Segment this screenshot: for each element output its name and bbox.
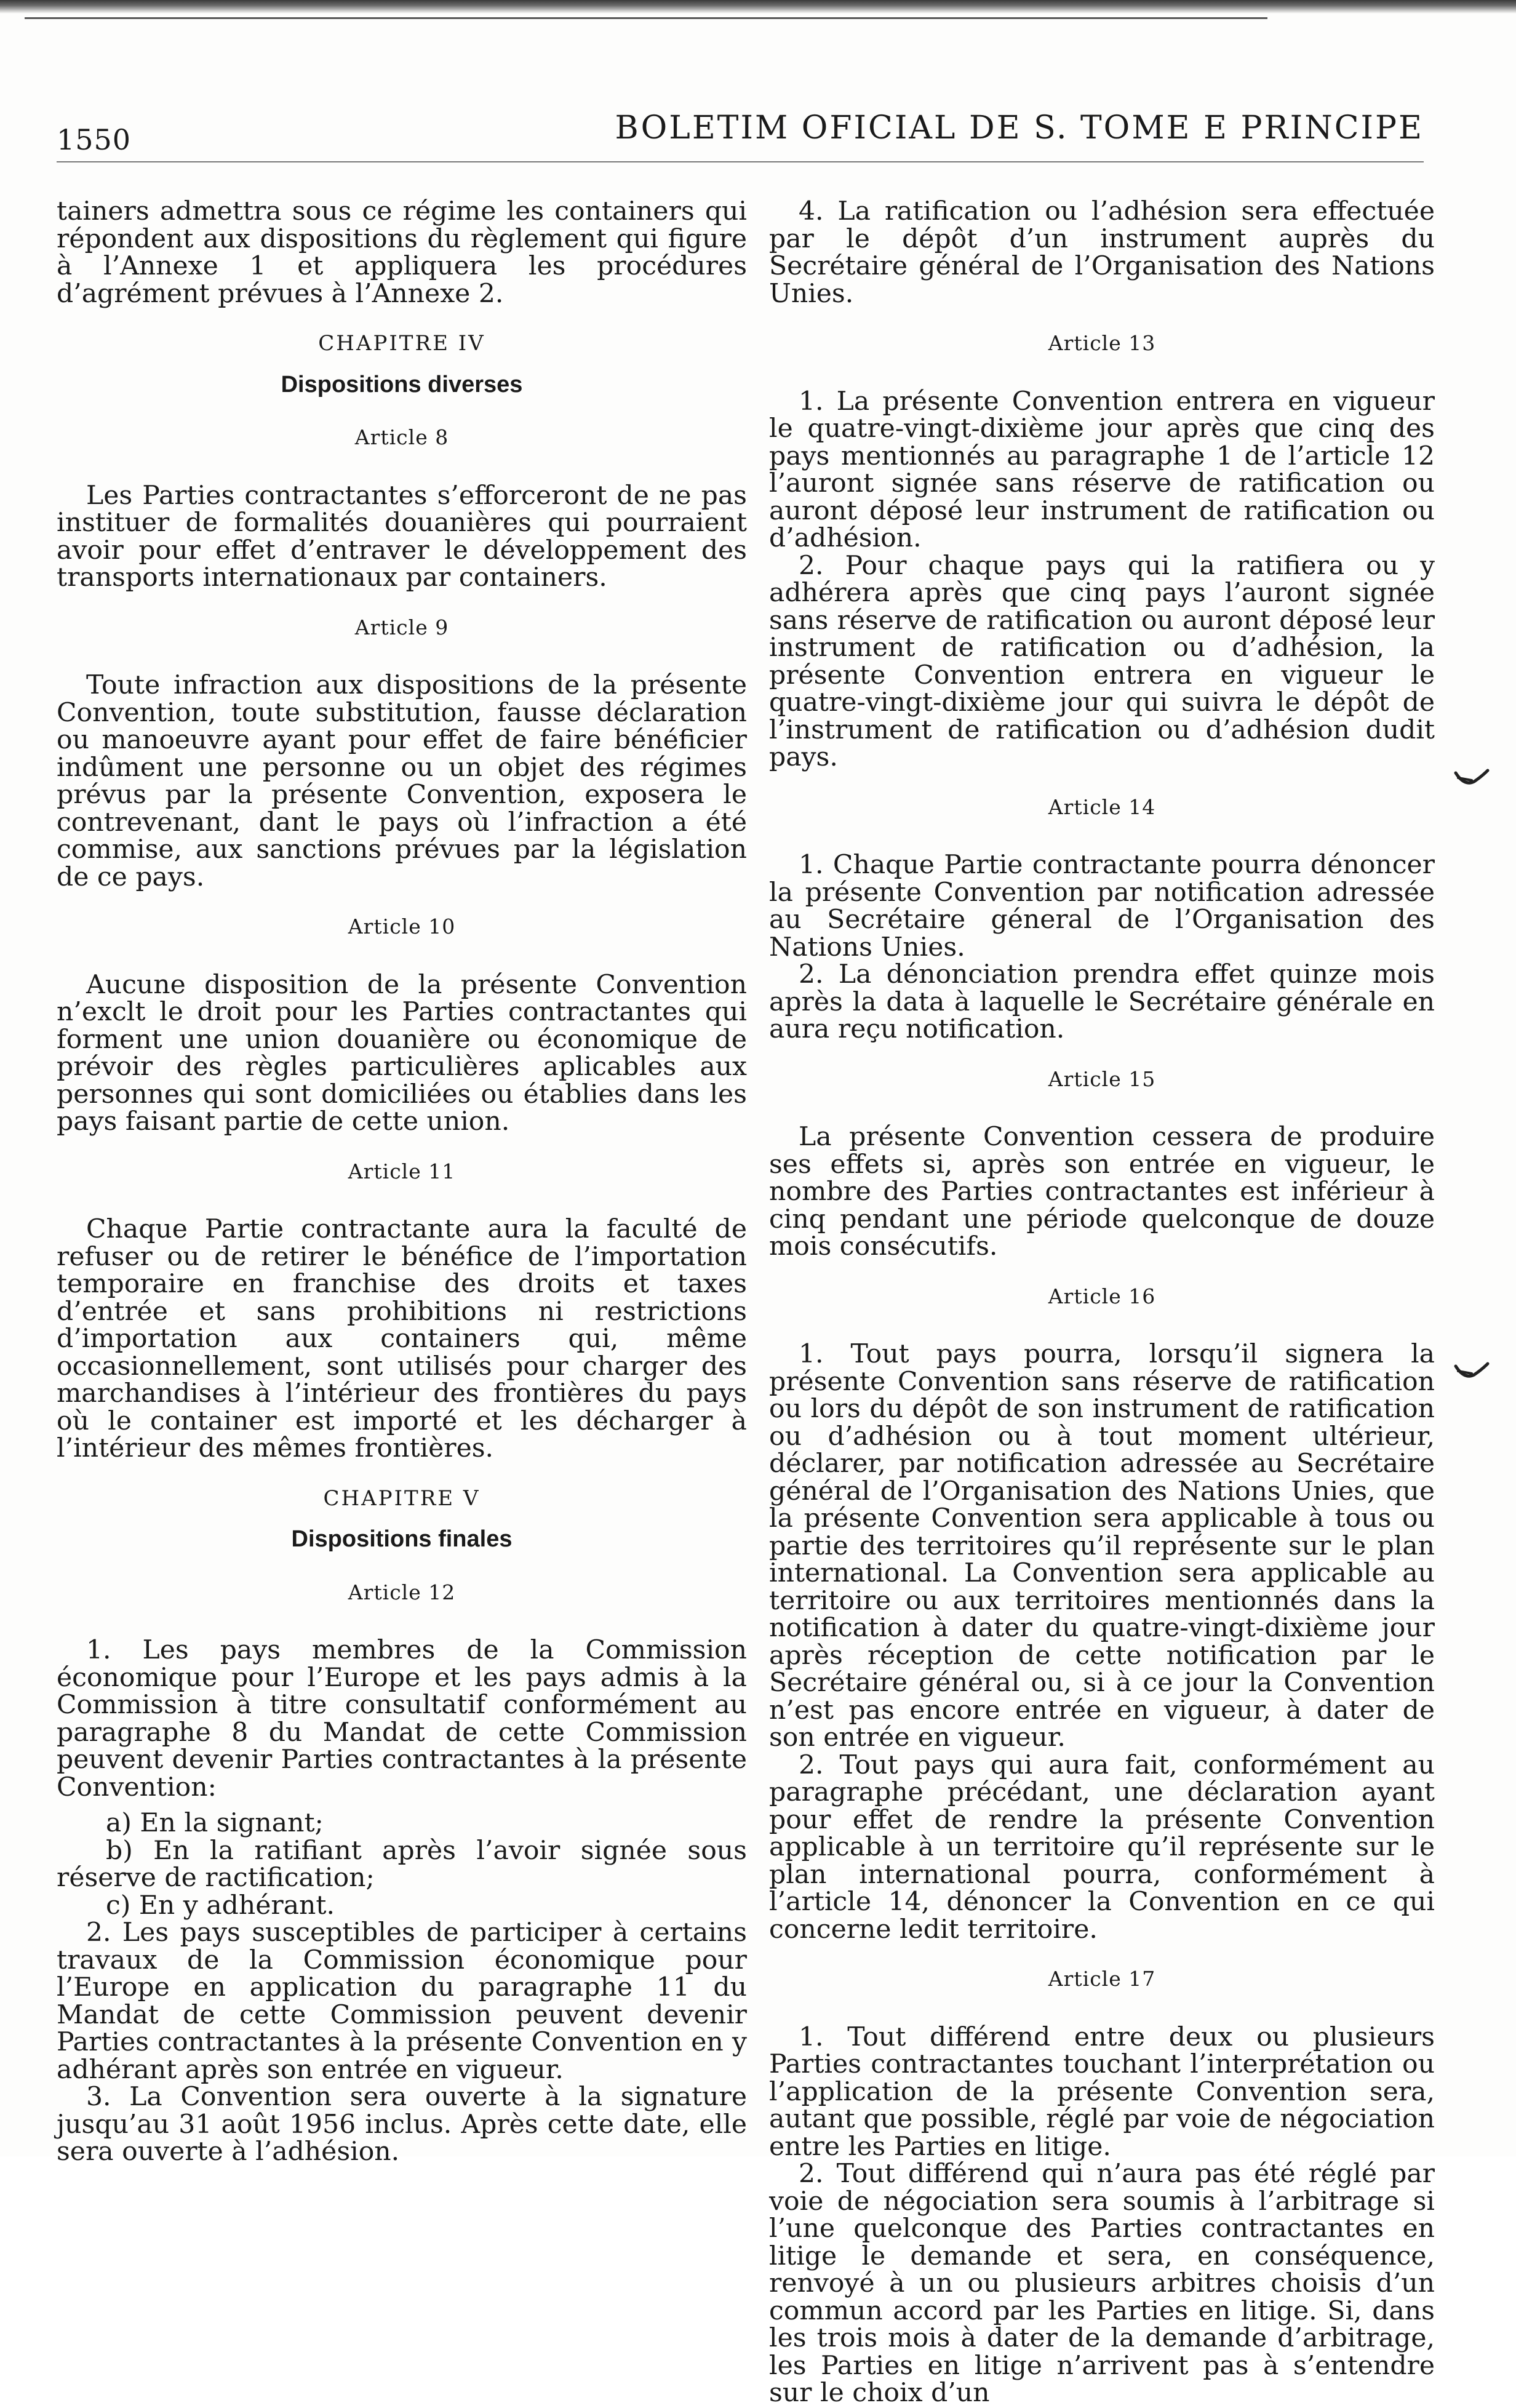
page-number: 1550 [57, 123, 132, 156]
paragraph: tainers admettra sous ce régime les containers qui répondent aux dispositions du règlement qui figure à l’Annexe 1 et appliquera les procédures d’agrément prévues à l’Annexe 2. [57, 196, 747, 309]
paragraph: 1. La présente Convention entrera en vigueur le quatre-vingt-dixième jour après que cinq des pays mentionnés au paragraphe 1 de l’article 12 l’auront signée sans réserve de ratification ou auront déposé leur instrument de ratification ou d’adhésion. [769, 386, 1435, 553]
article-heading: Article 11 [348, 1159, 456, 1183]
scan-edge [0, 0, 1516, 14]
paragraph: 1. Chaque Partie contractante pourra dénoncer la présente Convention par notification adressée au Secrétaire géneral de l’Organisation des Nations Unies. [769, 850, 1435, 962]
chapter-heading: CHAPITRE IV [318, 331, 485, 356]
list-item: b) En la ratifiant après l’avoir signée sous réserve de ractification; [57, 1835, 747, 1893]
article-heading: Article 10 [348, 914, 456, 938]
left-column [57, 198, 747, 2166]
paragraph: 1. Les pays membres de la Commission économique pour l’Europe et les pays admis à la Commission à titre consultatif conformément au paragraphe 8 du Mandat de cette Commission peuvent devenir Parties contractantes à la présente Convention: [57, 1635, 747, 1802]
paragraph: Toute infraction aux dispositions de la présente Convention, toute substitution, fausse déclaration ou manoeuvre ayant pour effet de faire bénéficier indûment une personne ou un objet des régimes prévus par la présente Convention, exposera le contrevenant, dant le pays où l’infraction a été commise, aux sanctions prévues par la législation de ce pays. [57, 670, 747, 892]
section-heading: Dispositions diverses [281, 371, 523, 398]
chapter-heading: CHAPITRE V [323, 1486, 481, 1511]
list-item: c) En y adhérant. [106, 1890, 335, 1921]
header-rule [57, 161, 1424, 162]
margin-checkmark-icon [1453, 768, 1490, 790]
paragraph: Les Parties contractantes s’efforceront de ne pas instituer de formalités douanières qui pourraient avoir pour effet d’entraver le développement des transports internationaux par containers. [57, 480, 747, 593]
scan-line [25, 17, 1267, 19]
paragraph: 2. Tout pays qui aura fait, conformément au paragraphe précédant, une déclaration ayant pour effet de rendre la présente Convention applicable à un territoire qu’il représente sur le plan international pourra, conformément à l’article 14, dénoncer la Convention en ce qui concerne ledit territoire. [769, 1750, 1435, 1945]
paragraph: Aucune disposition de la présente Convention n’exclt le droit pour les Parties contractantes qui forment une union douanière ou économique de prévoir des règles particulières aplicables aux personnes qui sont domiciliées ou établies dans les pays faisant partie de cette union. [57, 969, 747, 1137]
article-heading: Article 17 [1048, 1967, 1156, 1991]
list-item: a) En la signant; [106, 1808, 324, 1838]
section-heading: Dispositions finales [291, 1526, 513, 1552]
paragraph: 2. Pour chaque pays qui la ratifiera ou y adhérera après que cinq pays l’auront signée sans réserve de ratification ou auront déposé leur instrument de ratification ou d’adhésion, la présente Convention entrera en vigueur le quatre-vingt-dixième jour qui suivra le dépôt de l’instrument de ratification ou d’adhésion dudit pays. [769, 550, 1435, 772]
paragraph: 3. La Convention sera ouverte à la signature jusqu’au 31 août 1956 inclus. Après cette date, elle sera ouverte à l’adhésion. [57, 2082, 747, 2167]
paragraph: 1. Tout différend entre deux ou plusieurs Parties contractantes touchant l’interprétation ou l’application de la présente Convention sera, autant que possible, réglé par voie de négociation entre les Parties en litige. [769, 2022, 1435, 2162]
paragraph: 1. Tout pays pourra, lorsqu’il signera la présente Convention sans réserve de ratification ou lors du dépôt de son instrument de ratification ou d’adhésion ou à tout moment ultérieur, déclarer, par notification adressée au Secrétaire général de l’Organisation des Nations Unies, que la présente Convention sera applicable à tous ou partie des territoires qu’il représente sur le plan international. La Convention sera applicable au territoire ou aux territoires mentionnés dans la notification à dater du quatre-vingt-dixième jour après réception de cette notification par le Secrétaire général ou, si à ce jour la Convention n’est pas encore entrée en vigueur, à dater de son entrée en vigueur. [769, 1339, 1435, 1753]
article-heading: Article 8 [354, 425, 449, 449]
article-heading: Article 9 [354, 615, 449, 639]
page-header [57, 98, 1424, 154]
right-column [769, 198, 1435, 2407]
article-heading: Article 15 [1048, 1066, 1156, 1091]
paragraph: 2. Tout différend qui n’aura pas été réglé par voie de négociation sera soumis à l’arbitrage si l’une quelconque des Parties contractantes en litige le demande et sera, en conséquence, renvoyé à un ou plusieurs arbitres choisis d’un commun accord par les Parties en litige. Si, dans les trois mois à dater de la demande d’arbitrage, les Parties en litige n’arrivent pas à s’entendre sur le choix d’un [769, 2159, 1435, 2408]
journal-title: BOLETIM OFICIAL DE S. TOME E PRINCIPE [615, 110, 1424, 146]
paragraph: La présente Convention cessera de produire ses effets si, après son entrée en vigueur, le nombre des Parties contractantes est inférieur à cinq pendant une période quelconque de douze mois consécutifs. [769, 1122, 1435, 1262]
paragraph: Chaque Partie contractante aura la faculté de refuser ou de retirer le bénéfice de l’importation temporaire en franchise des droits et taxes d’entrée et sans prohibitions ni restrictions d’importation aux containers qui, même occasionnellement, sont utilisés pour charger des marchandises à l’intérieur des frontières du pays où le container est importé et les décharger à l’intérieur des mêmes frontières. [57, 1214, 747, 1463]
paragraph: 2. Les pays susceptibles de participer à certains travaux de la Commission économique pour l’Europe en application du paragraphe 11 du Mandat de cette Commission peuvent devenir Parties contractantes à la présente Convention en y adhérant après son entrée en vigueur. [57, 1918, 747, 2085]
article-heading: Article 16 [1048, 1284, 1156, 1308]
paragraph: 2. La dénonciation prendra effet quinze mois après la data à laquelle le Secrétaire générale en aura reçu notification. [769, 959, 1435, 1044]
paragraph: 4. La ratification ou l’adhésion sera effectuée par le dépôt d’un instrument auprès du Secrétaire général de l’Organisation des Nations Unies. [769, 196, 1435, 309]
margin-checkmark-icon [1453, 1361, 1490, 1383]
article-heading: Article 14 [1048, 794, 1156, 819]
article-heading: Article 13 [1048, 331, 1156, 355]
article-heading: Article 12 [348, 1580, 456, 1604]
